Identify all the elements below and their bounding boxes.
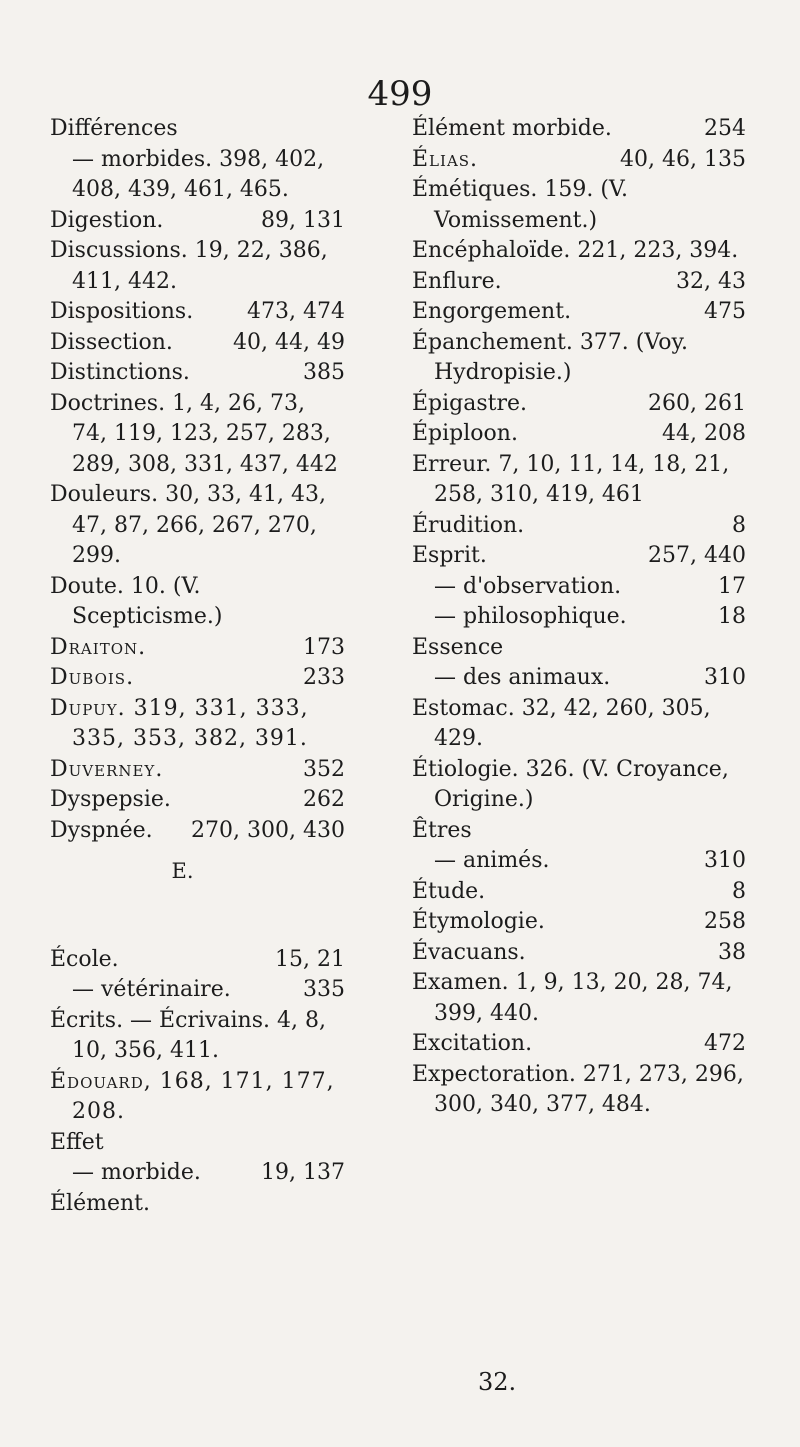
entry-term: Écrits. — Écrivains. 4, 8, 10, 356, 411.	[50, 1007, 326, 1063]
entry-term: Étude.	[412, 878, 486, 904]
entry-term: Évacuans.	[412, 939, 526, 965]
entry-pages: 258	[704, 909, 746, 934]
entry-term: Différences	[50, 116, 178, 141]
entry-term: Êtres	[412, 817, 472, 843]
entry-term: Édouard, 168, 171, 177, 208.	[50, 1068, 335, 1124]
index-entry	[50, 114, 345, 145]
index-entry	[50, 236, 345, 297]
entry-term: Épanchement. 377. (Voy. Hydropisie.)	[412, 329, 688, 385]
index-entry	[412, 389, 746, 420]
index-entry	[50, 1006, 345, 1067]
entry-pages: 254	[704, 116, 746, 141]
entry-term: — d'observation.	[434, 573, 622, 599]
entry-term: Érudition.	[412, 512, 525, 538]
entry-pages: 310	[704, 665, 746, 690]
entry-term: Essence	[412, 634, 504, 660]
entry-pages: 8	[732, 878, 746, 904]
index-entry	[412, 267, 746, 298]
index-entry	[412, 755, 746, 816]
entry-pages: 18	[718, 604, 746, 629]
index-entry	[412, 114, 746, 145]
index-entry	[412, 907, 746, 938]
entry-term: Épigastre.	[412, 390, 528, 416]
entry-term: Estomac. 32, 42, 260, 305, 429.	[412, 695, 711, 751]
index-entry	[412, 450, 746, 511]
entry-term: Discussions. 19, 22, 386, 411, 442.	[50, 238, 328, 294]
entry-term: École.	[50, 946, 119, 972]
index-entry	[50, 1128, 345, 1159]
index-entry	[412, 297, 746, 328]
entry-term: Duverney.	[50, 756, 164, 782]
index-entry	[50, 389, 345, 481]
index-entry	[50, 572, 345, 633]
entry-term: Enflure.	[412, 268, 502, 294]
index-entry	[412, 1029, 746, 1060]
entry-pages: 173	[303, 634, 345, 660]
entry-pages: 475	[704, 299, 746, 324]
index-entry	[412, 175, 746, 236]
entry-term: Élément morbide.	[412, 116, 612, 141]
entry-term: Dissection.	[50, 329, 173, 355]
entry-pages: 40, 46, 135	[620, 146, 746, 172]
index-entry	[412, 541, 746, 572]
index-entry	[50, 1158, 345, 1189]
entry-term: Étiologie. 326. (V. Croyance, Origine.)	[412, 756, 729, 812]
index-entry	[412, 145, 746, 176]
page-number: 499	[367, 74, 433, 114]
index-entry	[412, 938, 746, 969]
index-entry	[50, 945, 345, 976]
index-entry	[50, 663, 345, 694]
index-entry	[412, 663, 746, 694]
index-entry	[50, 206, 345, 237]
index-entry	[412, 419, 746, 450]
entry-term: Doctrines. 1, 4, 26, 73, 74, 119, 123, 257, 283, 289, 308, 331, 437, 442	[50, 390, 338, 477]
entry-pages: 262	[303, 787, 345, 812]
entry-term: Digestion.	[50, 207, 164, 233]
entry-term: Excitation.	[412, 1031, 533, 1056]
entry-pages: 260, 261	[648, 390, 746, 416]
entry-term: Effet	[50, 1129, 104, 1155]
index-entry	[50, 145, 345, 206]
entry-pages: 310	[704, 848, 746, 873]
entry-term: — philosophique.	[434, 604, 627, 629]
entry-term: Esprit.	[412, 543, 487, 568]
entry-term: Dyspepsie.	[50, 787, 171, 812]
index-entry	[50, 785, 345, 816]
index-entry	[50, 633, 345, 664]
entry-term: — morbide.	[72, 1160, 201, 1185]
entry-term: Dispositions.	[50, 299, 194, 324]
index-entry	[50, 755, 345, 786]
index-entry	[412, 968, 746, 1029]
entry-pages: 89, 131	[261, 207, 345, 233]
index-entry	[50, 358, 345, 389]
entry-pages: 257, 440	[648, 543, 746, 568]
entry-term: Élément.	[50, 1190, 150, 1216]
entry-pages: 17	[718, 573, 746, 599]
index-entry	[50, 1067, 345, 1128]
entry-pages: 38	[718, 939, 746, 965]
entry-term: Douleurs. 30, 33, 41, 43, 47, 87, 266, 267, 270, 299.	[50, 482, 326, 568]
index-entry	[50, 328, 345, 359]
index-entry	[412, 877, 746, 908]
entry-term: Émétiques. 159. (V. Vomissement.)	[412, 177, 628, 233]
index-entry	[412, 236, 746, 267]
index-entry	[50, 297, 345, 328]
d-entries	[50, 114, 345, 846]
entry-term: Expectoration. 271, 273, 296, 300, 340, 377, 484.	[412, 1061, 744, 1117]
entry-term: Draiton.	[50, 634, 147, 660]
entry-term: Dyspnée.	[50, 817, 153, 843]
index-entry	[50, 480, 345, 572]
index-entry	[412, 602, 746, 633]
entry-term: Erreur. 7, 10, 11, 14, 18, 21, 258, 310, 419, 461	[412, 451, 730, 507]
entry-term: — des animaux.	[434, 665, 611, 690]
entry-term: — morbides. 398, 402, 408, 439, 461, 465.	[72, 146, 325, 202]
entry-pages: 352	[303, 756, 345, 782]
entry-pages: 19, 137	[261, 1160, 345, 1185]
entry-pages: 270, 300, 430	[191, 817, 345, 843]
entry-term: Distinctions.	[50, 360, 190, 385]
index-entry	[50, 816, 345, 847]
e-entries-continued	[412, 114, 746, 1121]
index-entry	[412, 633, 746, 664]
entry-term: Élias.	[412, 146, 479, 172]
index-entry	[412, 816, 746, 847]
entry-pages: 335	[303, 977, 345, 1002]
index-entry	[50, 1189, 345, 1220]
index-column-right	[412, 114, 746, 1121]
entry-pages: 40, 44, 49	[233, 329, 345, 355]
entry-pages: 8	[732, 512, 746, 538]
index-column-left	[50, 114, 345, 1219]
entry-pages: 472	[704, 1031, 746, 1056]
e-entries	[50, 945, 345, 1220]
entry-term: Doute. 10. (V. Scepticisme.)	[50, 573, 223, 629]
index-entry	[412, 328, 746, 389]
section-letter: E.	[171, 859, 194, 883]
entry-pages: 233	[303, 665, 345, 690]
entry-pages: 44, 208	[662, 421, 746, 446]
index-entry	[50, 694, 345, 755]
index-entry	[412, 511, 746, 542]
signature-mark: 32.	[478, 1368, 517, 1396]
entry-term: Épiploon.	[412, 421, 518, 446]
index-entry	[412, 572, 746, 603]
index-entry	[50, 975, 345, 1006]
entry-term: Examen. 1, 9, 13, 20, 28, 74, 399, 440.	[412, 970, 733, 1026]
entry-term: — animés.	[434, 848, 550, 873]
entry-term: Étymologie.	[412, 909, 545, 934]
entry-pages: 385	[303, 360, 345, 385]
entry-term: Engorgement.	[412, 299, 572, 324]
index-entry	[412, 1060, 746, 1121]
entry-term: Encéphaloïde. 221, 223, 394.	[412, 238, 739, 263]
entry-term: — vétérinaire.	[72, 977, 231, 1002]
index-entry	[412, 846, 746, 877]
entry-pages: 15, 21	[275, 946, 345, 972]
entry-pages: 32, 43	[676, 268, 746, 294]
entry-term: Dupuy. 319, 331, 333, 335, 353, 382, 391.	[50, 695, 309, 751]
entry-pages: 473, 474	[247, 299, 345, 324]
entry-term: Dubois.	[50, 665, 135, 690]
index-entry	[412, 694, 746, 755]
